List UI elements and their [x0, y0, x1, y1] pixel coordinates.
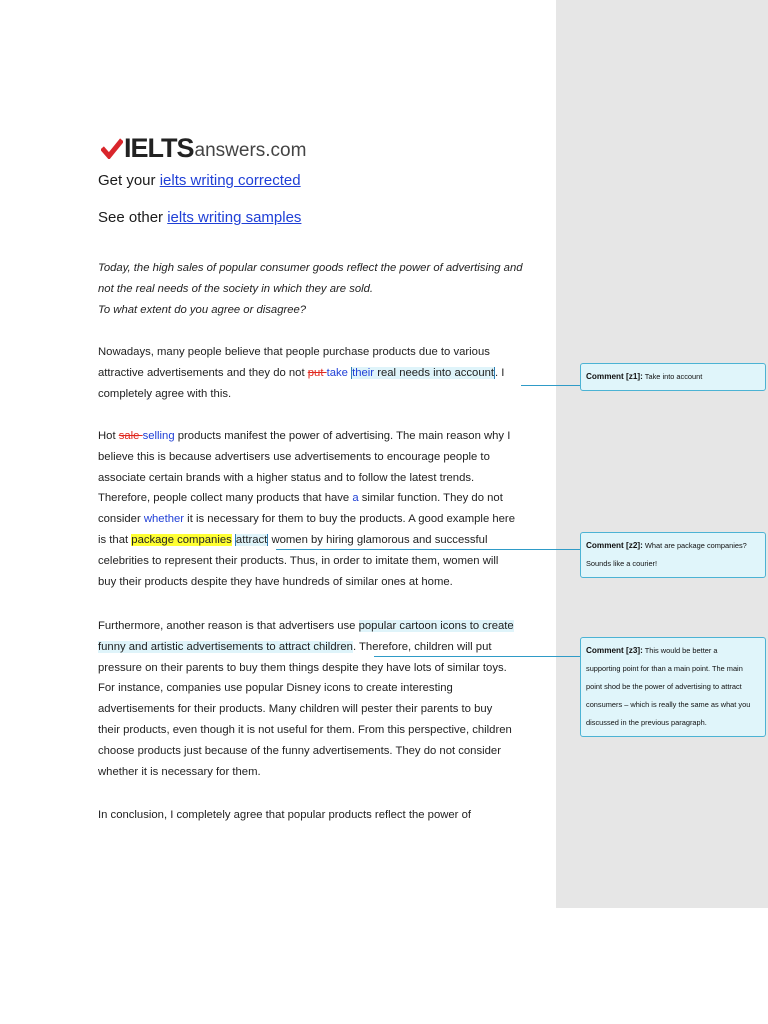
cta-corrected-prefix: Get your: [98, 172, 160, 189]
text-run: attractive advertisements and they do not: [98, 366, 308, 379]
prompt-line: To what extent do you agree or disagree?: [98, 303, 307, 316]
paragraph-body-1: [98, 426, 548, 592]
comment-z3[interactable]: [580, 637, 766, 737]
text-line: [98, 426, 548, 447]
ielts-writing-samples-link[interactable]: ielts writing samples: [167, 209, 302, 226]
comment-text: Take into account: [642, 372, 703, 381]
comment-z1[interactable]: [580, 363, 766, 391]
comment-connector: [374, 656, 580, 657]
text-line: [98, 488, 548, 509]
text-run: . Therefore, children will put: [352, 640, 492, 653]
text-line: [98, 530, 548, 551]
comment-label: Comment [z1]:: [586, 372, 643, 381]
cta-samples-prefix: See other: [98, 209, 168, 226]
comment-text: This would be better a: [642, 646, 718, 655]
text-run: it is necessary for them to buy the products. A good example here: [184, 513, 515, 526]
text-run: Hot: [98, 430, 119, 442]
text-line: choose products just because of the funny advertisements. They do not consider: [98, 744, 501, 757]
commented-text-z2[interactable]: attract: [235, 533, 268, 546]
inserted-text: whether: [143, 513, 185, 526]
text-run: consider: [98, 513, 144, 526]
paragraph-intro: [98, 342, 548, 404]
comment-text: Sounds like a courier!: [586, 559, 658, 568]
checkmark-logo-icon: [101, 137, 123, 159]
deleted-text: sale: [118, 430, 143, 442]
text-line: celebrities to represent their products. Thus, in order to imitate them, women will: [98, 554, 499, 567]
comment-text: point shod be the power of advertising to attract: [586, 682, 742, 691]
commented-text-z3[interactable]: popular cartoon icons to create: [358, 620, 514, 632]
cta-samples: [98, 209, 301, 226]
comment-text: supporting point for than a main point. The main: [586, 664, 743, 673]
text-line: Nowadays, many people believe that people purchase products due to various: [98, 346, 490, 358]
text-run: similar function. They do not: [358, 492, 503, 505]
text-run: real needs into account: [374, 366, 495, 379]
prompt-line: Today, the high sales of popular consumer goods reflect the power of advertising and: [98, 262, 523, 274]
text-line: [98, 616, 548, 637]
paragraph-conclusion: [98, 805, 548, 826]
commented-text-z3[interactable]: funny and artistic advertisements to attract children: [98, 640, 353, 653]
text-line: [98, 509, 548, 530]
text-line: their products, even though it is not useful for them. From this perspective, children: [98, 723, 512, 736]
text-line: completely agree with this.: [98, 387, 232, 400]
text-line: In conclusion, I completely agree that popular products reflect the power of: [98, 809, 472, 821]
prompt-line: not the real needs of the society in which they are sold.: [98, 282, 374, 295]
inserted-text: take: [326, 366, 348, 379]
comment-connector: [276, 549, 580, 550]
text-line: pressure on their parents to buy them things despite they have lots of similar toys.: [98, 661, 507, 674]
logo-domain-text: answers.com: [194, 140, 307, 161]
inserted-text: selling: [142, 430, 175, 442]
comment-label: Comment [z2]:: [586, 541, 643, 550]
comment-line: [586, 642, 760, 660]
ieltsanswers-logo[interactable]: [101, 132, 306, 162]
deleted-text: put: [307, 366, 327, 379]
comment-margin-pane: [556, 0, 768, 908]
ielts-writing-corrected-link[interactable]: ielts writing corrected: [159, 172, 301, 189]
paragraph-body-2: [98, 616, 548, 782]
comment-connector: [521, 385, 580, 386]
text-line: advertisements for their products. Many children will pester their parents to buy: [98, 703, 493, 716]
commented-text-z1[interactable]: [351, 367, 495, 379]
text-run: products manifest the power of advertising. The main reason why I: [174, 430, 511, 442]
comment-text: discussed in the previous paragraph.: [586, 718, 707, 727]
text-line: believe this is because advertisers use advertisements to encourage people to: [98, 450, 490, 463]
text-line: [98, 637, 548, 658]
text-run: Furthermore, another reason is that advertisers use: [98, 620, 359, 632]
text-run: is that: [98, 533, 132, 546]
text-run: women by hiring glamorous and successful: [268, 533, 488, 546]
inserted-text: a: [352, 492, 359, 505]
comment-z2[interactable]: [580, 532, 766, 578]
text-line: buy their products despite they have hundreds of similar ones at home.: [98, 575, 453, 588]
inserted-text: their: [352, 366, 375, 379]
text-run: . I: [495, 366, 505, 379]
cta-corrected: [98, 172, 301, 189]
essay-prompt: [98, 258, 548, 320]
comment-label: Comment [z3]:: [586, 646, 643, 655]
highlighted-text: package companies: [131, 533, 232, 546]
comment-text: consumers – which is really the same as what you: [586, 700, 751, 709]
logo-brand-text: IELTS: [124, 133, 194, 163]
text-line: For instance, companies use popular Disney icons to create interesting: [98, 682, 453, 695]
comment-line: [586, 537, 760, 555]
text-line: whether it is necessary for them.: [98, 765, 261, 778]
text-line: associate certain brands with a higher status and to follow the latest trends.: [98, 471, 475, 484]
comment-text: What are package companies?: [642, 541, 747, 550]
text-line: [98, 363, 548, 384]
text-run: Therefore, people collect many products that have: [98, 492, 353, 505]
